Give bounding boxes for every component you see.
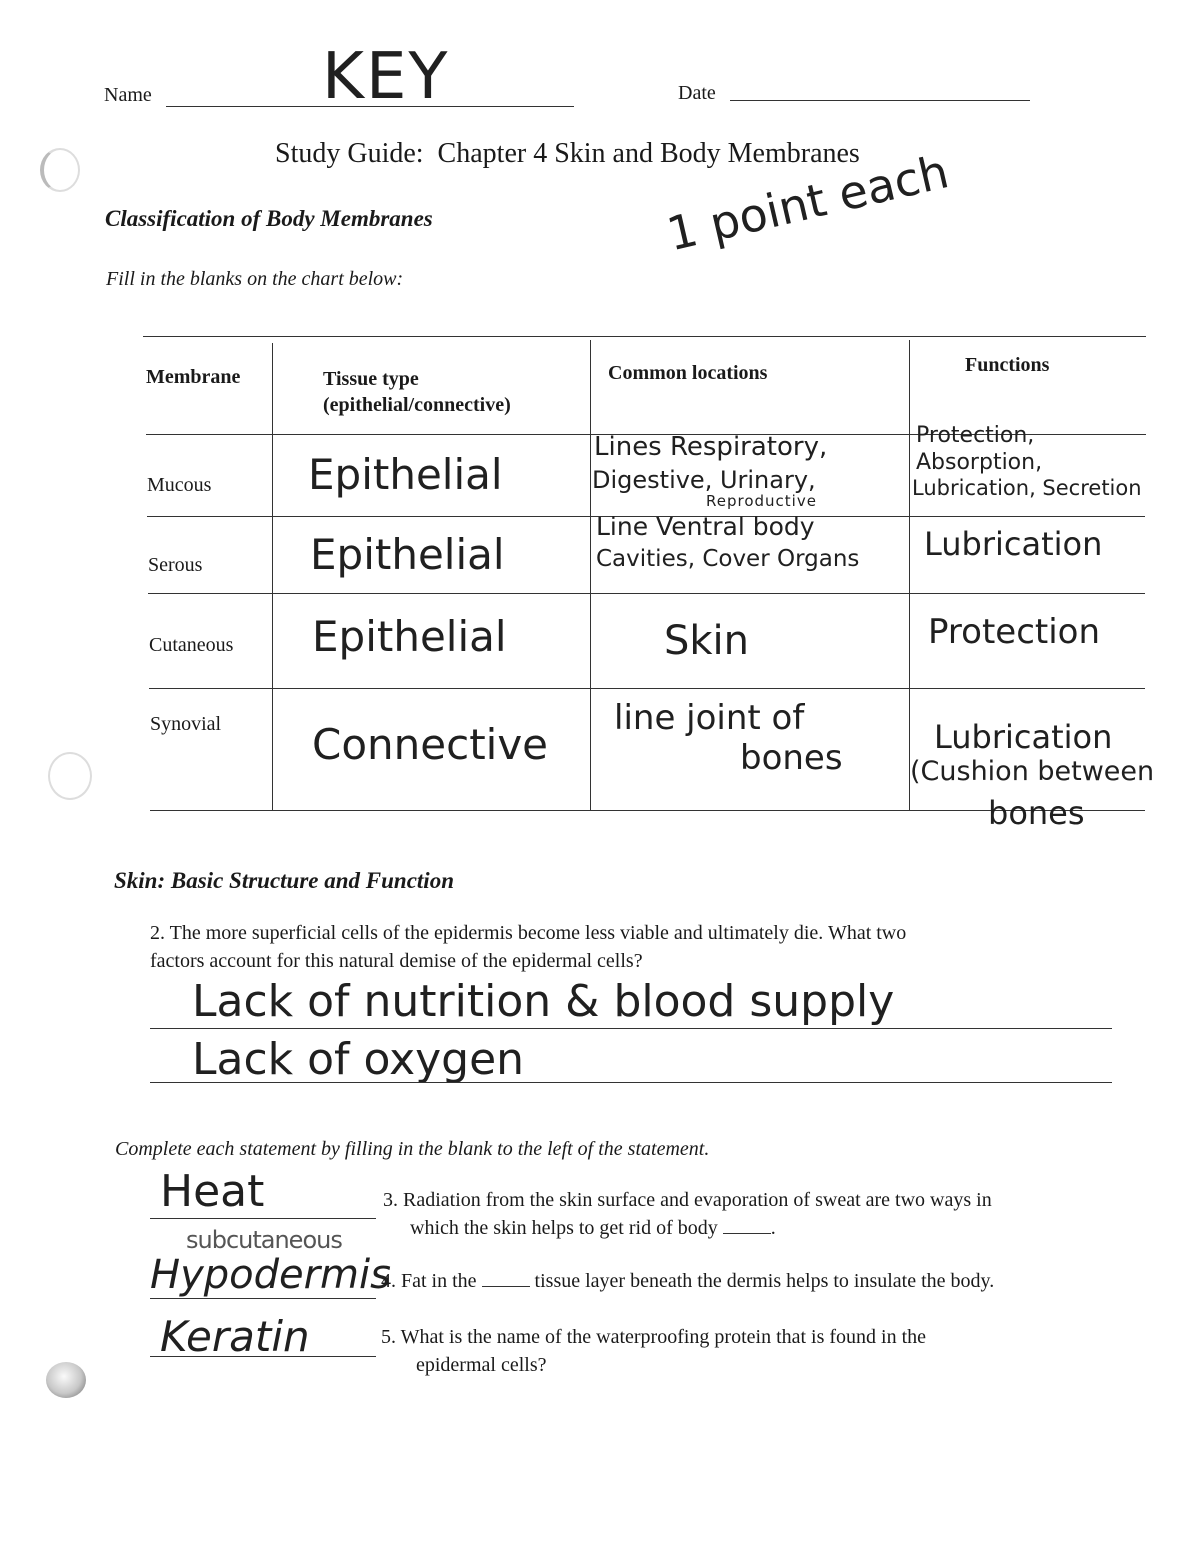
header-common-locations: Common locations [608, 362, 768, 384]
row-function-synovial-2: (Cushion between [910, 756, 1155, 787]
answer-5: Keratin [160, 1312, 310, 1361]
row-function-mucous-3: Lubrication, Secretion [912, 476, 1142, 500]
name-label: Name [104, 84, 152, 106]
row-tissue-serous: Epithelial [310, 530, 505, 579]
row-location-synovial-1: line joint of [614, 698, 805, 738]
table-col-divider-3 [909, 340, 910, 810]
row-tissue-synovial: Connective [312, 720, 549, 769]
row-membrane-cutaneous: Cutaneous [149, 634, 234, 656]
table-col-divider-1 [272, 343, 273, 810]
row-function-synovial-3: bones [988, 794, 1085, 832]
section-heading-skin: Skin: Basic Structure and Function [114, 868, 454, 893]
table-row-divider-2 [148, 593, 1145, 594]
question-3-line-1: 3. Radiation from the skin surface and evaporation of sweat are two ways in [383, 1189, 992, 1211]
answer-4-blank [150, 1298, 376, 1299]
row-tissue-cutaneous: Epithelial [312, 612, 507, 661]
table-col-divider-2 [590, 340, 591, 810]
row-membrane-mucous: Mucous [147, 474, 212, 496]
punch-hole-middle [48, 752, 92, 800]
punch-hole-bottom [46, 1362, 86, 1398]
name-value: KEY [322, 40, 450, 114]
row-membrane-synovial: Synovial [150, 713, 222, 735]
answer-2-line-1: Lack of nutrition & blood supply [192, 976, 895, 1027]
answer-4: Hypodermis [150, 1252, 391, 1298]
question-5-line-2: epidermal cells? [416, 1354, 547, 1376]
row-location-serous-1: Line Ventral body [596, 512, 815, 541]
question-4-text-b: tissue layer beneath the dermis helps to insulate the body. [534, 1270, 995, 1292]
chart-instruction: Fill in the blanks on the chart below: [106, 268, 404, 290]
question-2-line-2: factors account for this natural demise of the epidermal cells? [150, 950, 643, 972]
section-heading-membranes: Classification of Body Membranes [105, 206, 433, 231]
question-2-line-1: 2. The more superficial cells of the epidermis become less viable and ultimately die. What two [150, 922, 907, 944]
question-4-inline-blank [482, 1272, 530, 1287]
answer-3-blank [150, 1218, 376, 1219]
row-location-cutaneous: Skin [664, 618, 750, 664]
page-title: Study Guide: Chapter 4 Skin and Body Membranes [275, 138, 860, 169]
row-function-mucous-2: Absorption, [916, 450, 1043, 475]
question-4 [381, 1266, 994, 1296]
header-tissue-type: Tissue type [323, 368, 419, 390]
answer-4-note: subcutaneous [186, 1226, 342, 1254]
table-row-divider-3 [149, 688, 1145, 689]
row-function-mucous-1: Protection, [916, 423, 1035, 448]
answer-5-blank [150, 1356, 376, 1357]
header-tissue-type-sub: (epithelial/connective) [323, 394, 511, 416]
question-3-line-2 [410, 1213, 776, 1243]
row-location-mucous-2: Digestive, Urinary, [592, 466, 816, 494]
row-membrane-serous: Serous [148, 554, 203, 576]
fill-blank-instruction: Complete each statement by filling in the blank to the left of the statement. [115, 1138, 710, 1160]
header-functions: Functions [965, 354, 1050, 376]
header-membrane: Membrane [146, 366, 241, 388]
score-note: 1 point each [661, 144, 954, 262]
table-top-border [143, 336, 1146, 337]
question-3-period: . [770, 1217, 776, 1239]
row-location-serous-2: Cavities, Cover Organs [596, 546, 860, 572]
question-3-text: which the skin helps to get rid of body [410, 1217, 718, 1239]
date-label: Date [678, 82, 716, 104]
row-function-cutaneous: Protection [928, 612, 1101, 652]
row-function-synovial-1: Lubrication [934, 718, 1113, 756]
row-location-mucous-1: Lines Respiratory, [594, 432, 828, 462]
question-3-inline-blank [723, 1219, 771, 1234]
answer-3: Heat [160, 1166, 265, 1217]
answer-2-line-2: Lack of oxygen [192, 1034, 525, 1085]
row-tissue-mucous: Epithelial [308, 450, 503, 499]
question-4-text-a: 4. Fat in the [381, 1270, 477, 1292]
question-5-line-1: 5. What is the name of the waterproofing protein that is found in the [381, 1326, 927, 1348]
row-function-serous: Lubrication [924, 525, 1103, 563]
row-location-synovial-2: bones [740, 738, 843, 778]
answer-2-rule-1 [150, 1028, 1112, 1029]
date-blank-line [730, 100, 1030, 101]
row-location-mucous-3: Reproductive [706, 492, 817, 510]
answer-2-rule-2 [150, 1082, 1112, 1083]
punch-hole-top [40, 148, 80, 192]
